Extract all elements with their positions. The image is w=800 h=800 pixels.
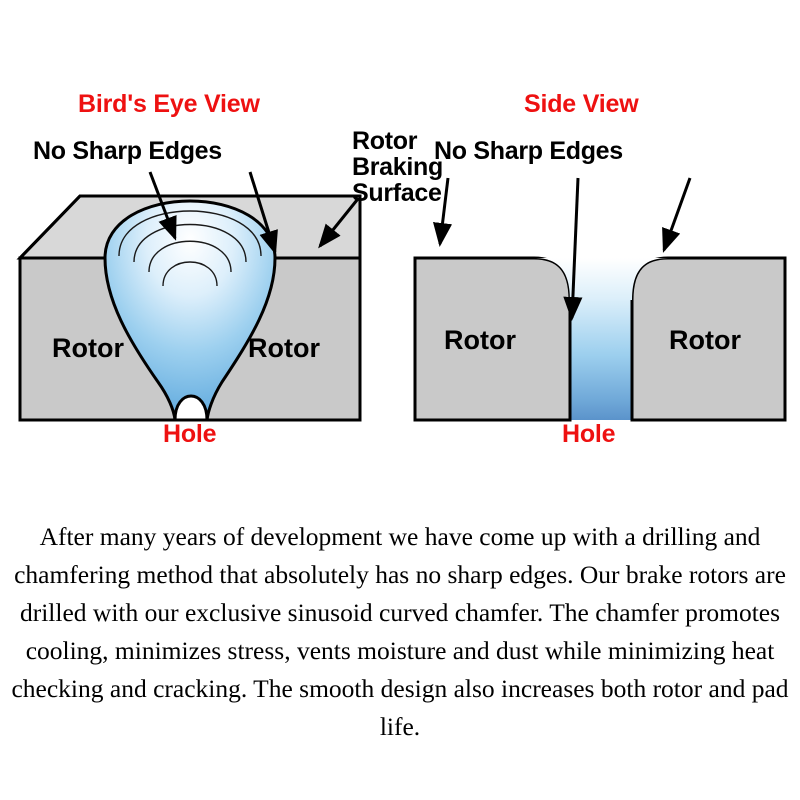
arrow-no-sharp-edges-side-right — [664, 178, 690, 250]
label-rotor-braking-surface-line-1: Rotor — [352, 127, 418, 155]
label-rotor-braking-surface-line-3: Surface — [352, 179, 442, 207]
label-no-sharp-edges-right: No Sharp Edges — [434, 137, 623, 165]
birds-eye-view-block — [20, 196, 360, 420]
label-rotor-braking-surface-line-2: Braking — [352, 153, 443, 181]
label-rotor-braking-surface — [352, 128, 443, 206]
label-rotor-left-sideview: Rotor — [444, 325, 516, 355]
label-rotor-right-birdseye: Rotor — [248, 333, 320, 363]
caption-text: After many years of development we have come up with a drilling and chamfering method that absolutely has no sharp edges. Our brake rotors are drilled with our exclusive sinusoid curved chamfer. The chamfer promotes cooling, minimizes stress, vents moisture and dust while minimizing heat checking and cracking. The smooth design also increases both rotor and pad life. — [11, 522, 789, 741]
label-no-sharp-edges-left: No Sharp Edges — [33, 137, 222, 165]
label-hole-sideview: Hole — [562, 420, 616, 448]
label-rotor-left-birdseye: Rotor — [52, 333, 124, 363]
label-rotor-right-sideview: Rotor — [669, 325, 741, 355]
birds-eye-view-title: Bird's Eye View — [78, 90, 260, 118]
label-hole-birdseye: Hole — [163, 420, 217, 448]
side-view-title: Side View — [524, 90, 639, 118]
